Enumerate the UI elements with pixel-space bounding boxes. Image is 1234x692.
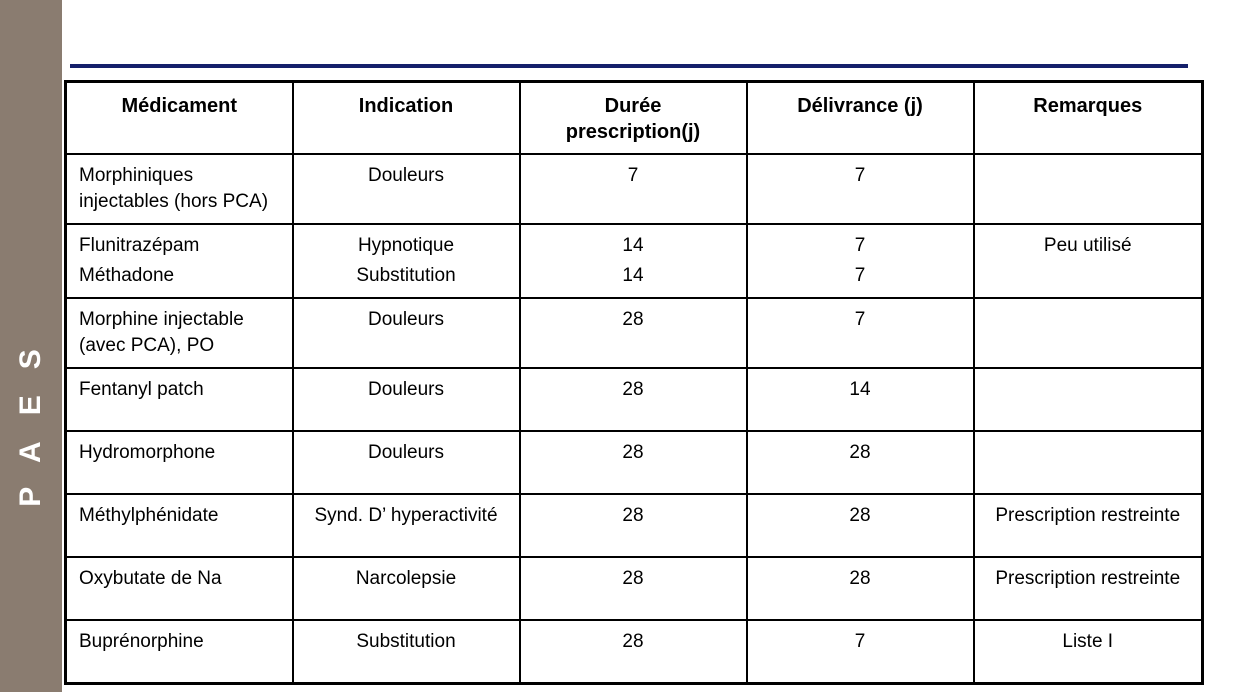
table-row [66,557,1203,620]
cell-remarques [974,368,1203,431]
cell-indication: Substitution [293,620,520,683]
table-row [66,620,1203,683]
header-medicament: Médicament [66,82,293,155]
cell-indication: Synd. D’ hyperactivité [293,494,520,557]
cell-indication: Douleurs [293,298,520,368]
cell-remarques [974,431,1203,494]
table-row [66,494,1203,557]
cell-remarques [974,298,1203,368]
cell-duree: 28 [520,494,747,557]
cell-medicament: Buprénorphine [66,620,293,683]
cell-delivrance: 7 [747,620,974,683]
table-row [66,154,1203,224]
cell-delivrance: 7 [747,298,974,368]
cell-duree-line2: 14 [622,265,644,286]
cell-delivrance: 7 [747,154,974,224]
header-delivrance: Délivrance (j) [747,82,974,155]
sidebar [0,0,62,692]
cell-delivrance [747,224,974,298]
table-row [66,368,1203,431]
cell-delivrance: 28 [747,494,974,557]
cell-indication: Douleurs [293,431,520,494]
cell-remarques: Liste I [974,620,1203,683]
header-indication: Indication [293,82,520,155]
cell-duree [520,224,747,298]
cell-medicament: Oxybutate de Na [66,557,293,620]
header-duree: Durée prescription(j) [520,82,747,155]
cell-duree: 28 [520,368,747,431]
cell-medicament-line2: Méthadone [79,265,175,286]
cell-medicament: Hydromorphone [66,431,293,494]
drug-table [64,80,1204,685]
cell-remarques: Peu utilisé [974,224,1203,298]
sidebar-label: PAES [14,323,47,507]
header-rule [70,64,1188,68]
header-remarques: Remarques [974,82,1203,155]
cell-indication-line2: Substitution [356,265,456,286]
cell-delivrance-line2: 7 [854,265,866,286]
cell-duree: 7 [520,154,747,224]
cell-indication: Narcolepsie [293,557,520,620]
cell-indication-line1: Hypnotique [357,235,455,256]
cell-medicament [66,224,293,298]
cell-medicament: Méthylphénidate [66,494,293,557]
cell-indication [293,224,520,298]
cell-delivrance: 28 [747,431,974,494]
cell-remarques [974,154,1203,224]
cell-indication: Douleurs [293,154,520,224]
cell-delivrance-line1: 7 [854,235,866,256]
cell-duree: 28 [520,298,747,368]
cell-medicament: Fentanyl patch [66,368,293,431]
cell-duree: 28 [520,431,747,494]
table-header-row [66,82,1203,155]
cell-duree-line1: 14 [622,235,644,256]
cell-medicament: Morphiniques injectables (hors PCA) [66,154,293,224]
cell-indication: Douleurs [293,368,520,431]
table-row [66,224,1203,298]
table-row [66,298,1203,368]
cell-delivrance: 28 [747,557,974,620]
cell-medicament-line1: Flunitrazépam [79,235,200,256]
cell-remarques: Prescription restreinte [974,557,1203,620]
cell-remarques: Prescription restreinte [974,494,1203,557]
cell-medicament: Morphine injectable (avec PCA), PO [66,298,293,368]
cell-delivrance: 14 [747,368,974,431]
cell-duree: 28 [520,557,747,620]
table-row [66,431,1203,494]
cell-duree: 28 [520,620,747,683]
